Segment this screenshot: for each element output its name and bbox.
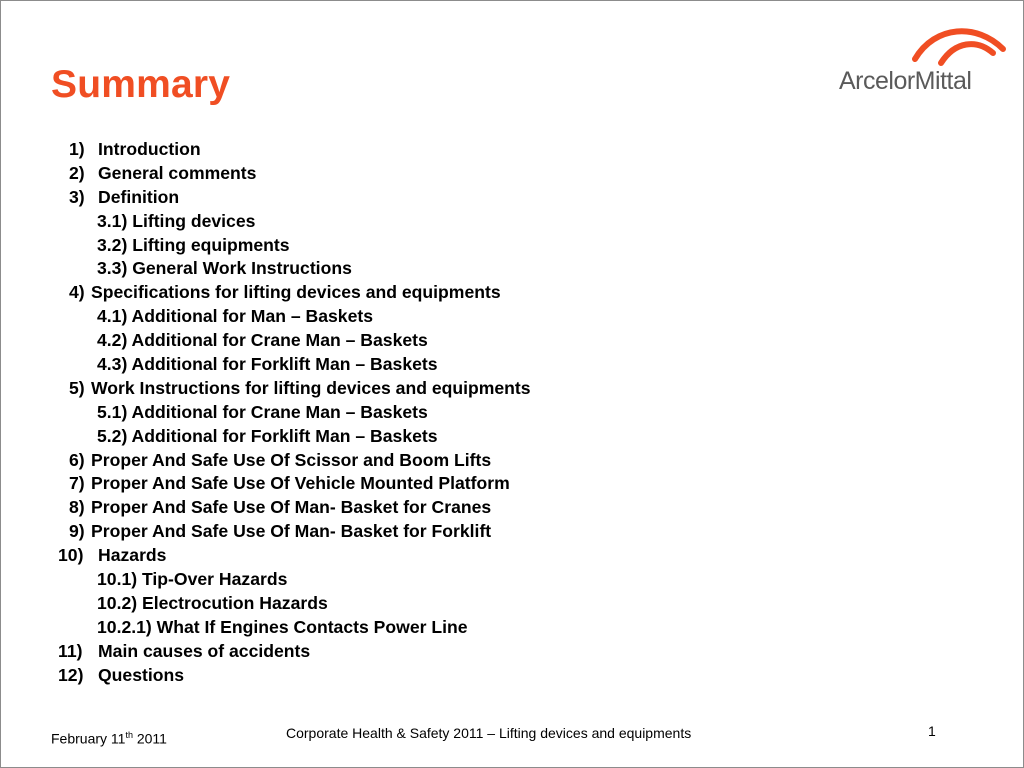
footer-date xyxy=(51,730,167,747)
summary-item-text: Specifications for lifting devices and equipments xyxy=(91,282,501,303)
summary-subitem xyxy=(1,616,1001,640)
summary-item xyxy=(1,520,1001,544)
summary-subitem xyxy=(1,305,1001,329)
summary-subitem xyxy=(1,257,1001,281)
summary-item-text: 5.2) Additional for Forklift Man – Baskets xyxy=(97,425,438,446)
summary-item-text: Proper And Safe Use Of Man- Basket for Cranes xyxy=(91,497,492,518)
summary-item xyxy=(1,664,1001,688)
slide-title: Summary xyxy=(51,63,231,106)
summary-item-text: 3.2) Lifting equipments xyxy=(97,234,290,255)
summary-item-text: Definition xyxy=(98,186,180,207)
summary-subitem xyxy=(1,234,1001,258)
summary-item xyxy=(1,186,1001,210)
summary-item-text: 5.1) Additional for Crane Man – Baskets xyxy=(97,401,428,422)
page-number: 1 xyxy=(928,723,936,739)
summary-item-text: 4.3) Additional for Forklift Man – Baskets xyxy=(97,354,438,375)
arcelormittal-logo xyxy=(837,23,1007,103)
summary-item-text: 10.2) Electrocution Hazards xyxy=(97,592,328,613)
summary-item xyxy=(1,377,1001,401)
summary-item xyxy=(1,281,1001,305)
summary-item-text: 10.2.1) What If Engines Contacts Power Line xyxy=(97,616,468,637)
summary-subitem xyxy=(1,210,1001,234)
summary-list xyxy=(1,138,1001,687)
summary-subitem xyxy=(1,401,1001,425)
summary-subitem xyxy=(1,329,1001,353)
summary-item-number: 1) xyxy=(69,139,85,159)
summary-item-text: Proper And Safe Use Of Man- Basket for Forklift xyxy=(91,521,492,542)
summary-item-text: Proper And Safe Use Of Vehicle Mounted Platform xyxy=(91,473,510,494)
summary-item-number: 2) xyxy=(69,162,85,183)
summary-subitem xyxy=(1,592,1001,616)
summary-item-text: Work Instructions for lifting devices and equipments xyxy=(91,377,531,398)
summary-item-text: Questions xyxy=(98,664,185,685)
summary-item-number: 10) xyxy=(58,545,84,566)
summary-item xyxy=(1,472,1001,496)
summary-subitem xyxy=(1,425,1001,449)
summary-item-text: 10.1) Tip-Over Hazards xyxy=(97,569,288,590)
summary-item-text: Hazards xyxy=(98,545,167,566)
summary-item-number: 4) xyxy=(69,282,85,303)
footer-date-main: February 11 xyxy=(51,730,126,747)
summary-item-text: Main causes of accidents xyxy=(98,640,311,661)
summary-item-text: 4.2) Additional for Crane Man – Baskets xyxy=(97,330,428,351)
logo-wordmark: ArcelorMittal xyxy=(839,67,972,95)
summary-subitem xyxy=(1,568,1001,592)
summary-item-number: 5) xyxy=(69,377,85,398)
summary-item-text: 4.1) Additional for Man – Baskets xyxy=(97,306,374,327)
summary-item xyxy=(1,449,1001,473)
summary-item xyxy=(1,138,1001,162)
summary-item-text: Introduction xyxy=(98,139,201,159)
summary-subitem xyxy=(1,353,1001,377)
summary-item-text: 3.1) Lifting devices xyxy=(97,210,256,231)
summary-item xyxy=(1,162,1001,186)
summary-item-number: 12) xyxy=(58,664,84,685)
summary-item-number: 11) xyxy=(58,640,83,661)
summary-item-text: 3.3) General Work Instructions xyxy=(97,258,352,279)
footer-date-year: 2011 xyxy=(132,730,167,747)
summary-item xyxy=(1,544,1001,568)
summary-item-number: 3) xyxy=(69,186,85,207)
logo-swoosh-icon xyxy=(837,23,1007,73)
summary-item-number: 7) xyxy=(69,473,85,494)
summary-item-text: Proper And Safe Use Of Scissor and Boom Lifts xyxy=(91,449,492,470)
footer-title: Corporate Health & Safety 2011 – Lifting devices and equipments xyxy=(286,725,692,741)
summary-item xyxy=(1,640,1001,664)
summary-item xyxy=(1,496,1001,520)
footer-date-suffix: th xyxy=(125,730,133,740)
summary-item-number: 9) xyxy=(69,521,85,542)
summary-item-number: 6) xyxy=(69,449,85,470)
summary-item-text: General comments xyxy=(98,162,257,183)
summary-item-number: 8) xyxy=(69,497,85,518)
